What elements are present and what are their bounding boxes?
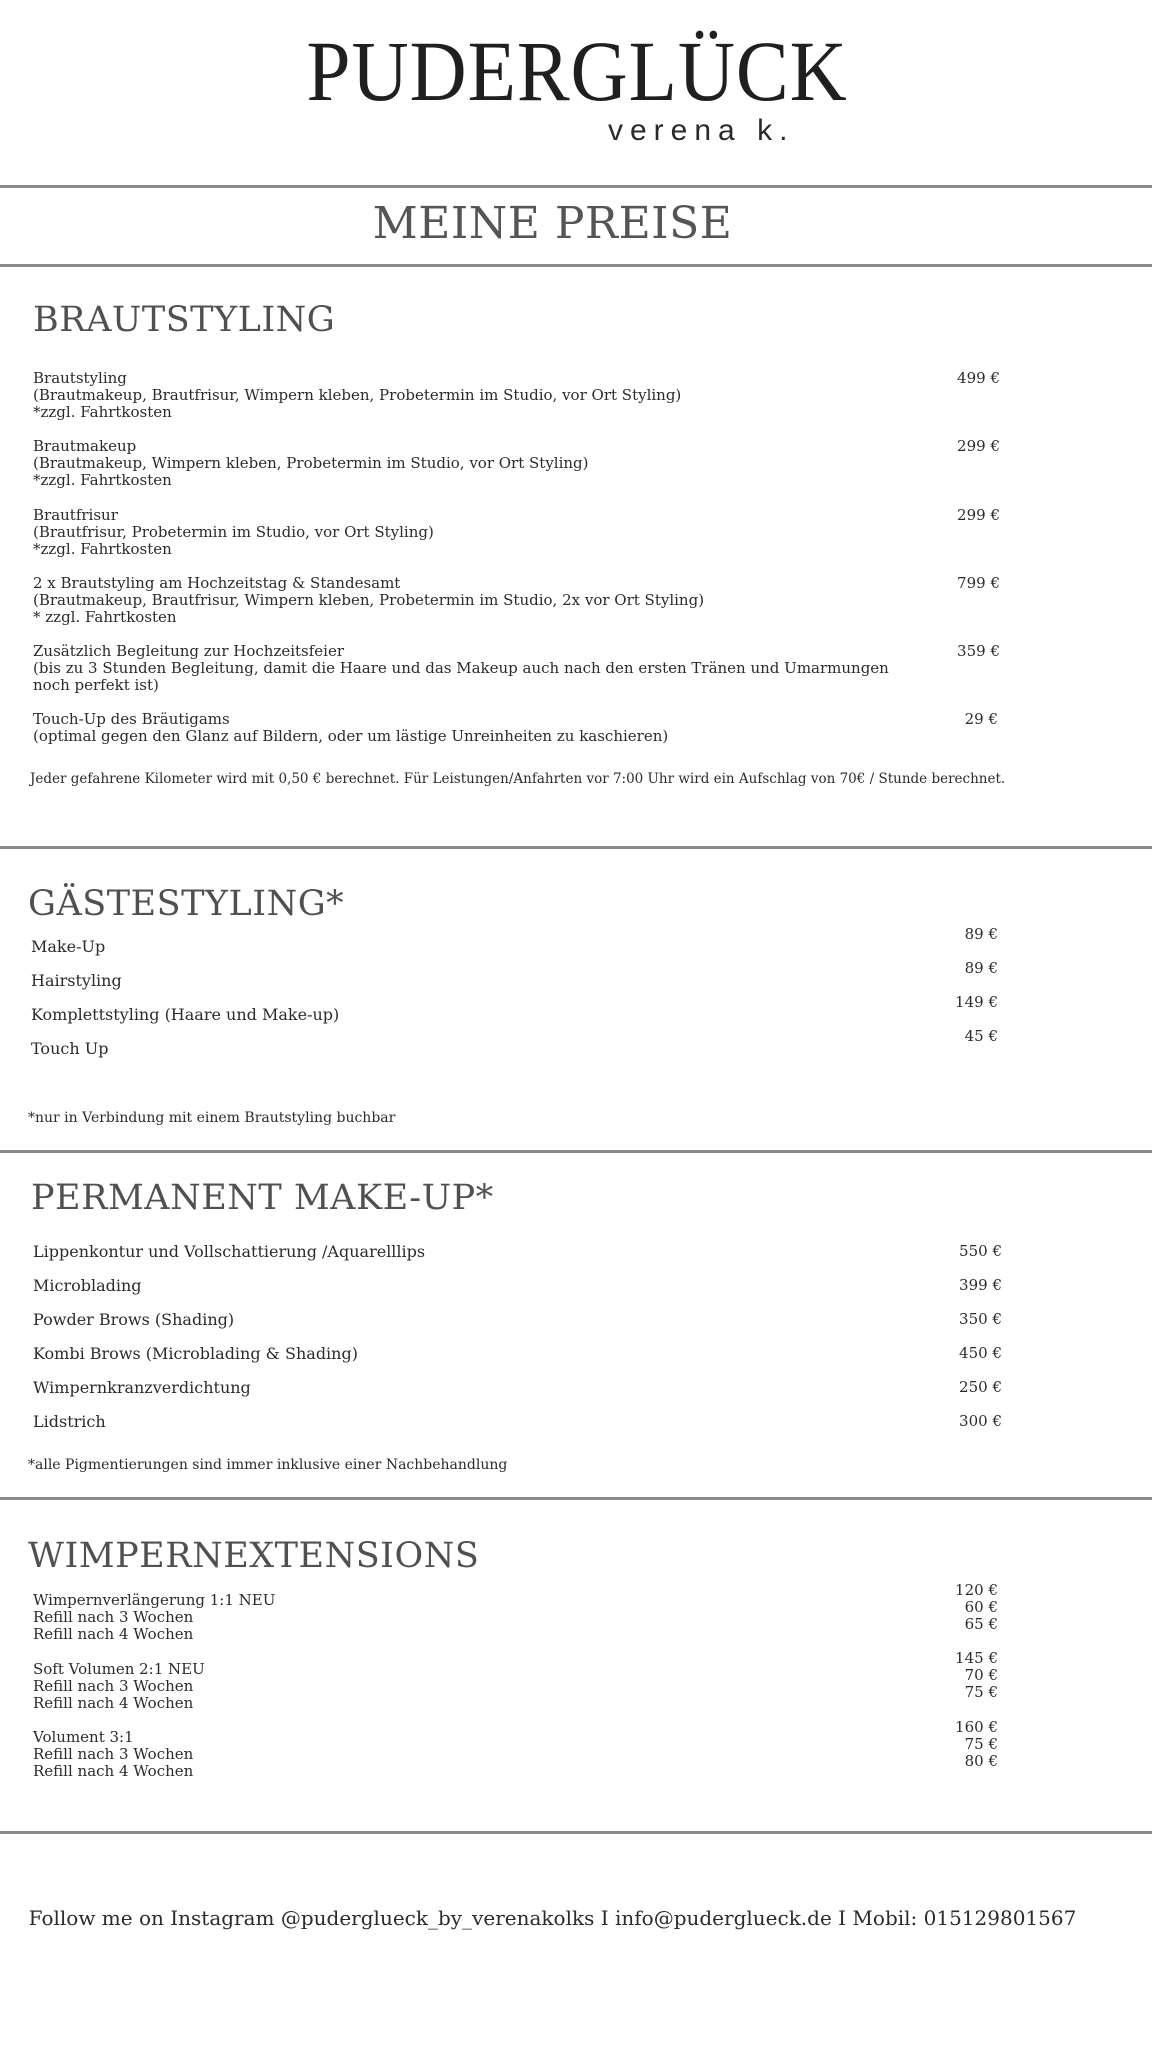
item-price: 250 €	[959, 1378, 1002, 1396]
divider	[0, 264, 1152, 267]
item-description: (Brautmakeup, Brautfrisur, Wimpern kleben, Probetermin im Studio, 2x vor Ort Styling)	[33, 591, 705, 609]
section-title-brautstyling: BRAUTSTYLING	[33, 300, 336, 340]
item-label: Kombi Brows (Microblading & Shading)	[33, 1344, 358, 1363]
item-price: 29 €	[964, 710, 998, 728]
divider	[0, 185, 1152, 188]
item-label: Komplettstyling (Haare und Make-up)	[31, 1005, 340, 1024]
divider	[0, 1831, 1152, 1834]
item-price: 359 €	[957, 642, 1000, 660]
item-title: Soft Volumen 2:1 NEU	[33, 1660, 205, 1678]
divider	[0, 846, 1152, 849]
section-title-wimpernextensions: WIMPERNEXTENSIONS	[28, 1536, 480, 1576]
item-label: Powder Brows (Shading)	[33, 1310, 235, 1329]
item-title: 2 x Brautstyling am Hochzeitstag & Standesamt	[33, 574, 401, 592]
travel-cost-note: Jeder gefahrene Kilometer wird mit 0,50 € berechnet. Für Leistungen/Anfahrten vor 7:00 Uhr wird ein Aufschlag von 70€ / Stunde berechnet.	[30, 771, 1006, 787]
item-description: (Brautmakeup, Wimpern kleben, Probetermin im Studio, vor Ort Styling)	[33, 454, 589, 472]
item-price: 300 €	[959, 1412, 1002, 1430]
pmu-note: *alle Pigmentierungen sind immer inklusive einer Nachbehandlung	[28, 1457, 508, 1473]
divider	[0, 1150, 1152, 1153]
page-title: MEINE PREISE	[372, 198, 733, 249]
brand-subtitle: verena k.	[608, 114, 795, 147]
item-price: 70 €	[964, 1666, 998, 1684]
item-price: 499 €	[957, 369, 1000, 387]
item-description: (optimal gegen den Glanz auf Bildern, oder um lästige Unreinheiten zu kaschieren)	[33, 727, 669, 745]
item-note: *zzgl. Fahrtkosten	[33, 540, 172, 558]
brand-name: PUDERGLÜCK	[306, 23, 849, 119]
item-price: 65 €	[964, 1615, 998, 1633]
item-note: noch perfekt ist)	[33, 676, 159, 694]
item-title: Wimpernverlängerung 1:1 NEU	[33, 1591, 276, 1609]
item-description: (bis zu 3 Stunden Begleitung, damit die Haare und das Makeup auch nach den ersten Tränen und Umarmungen	[33, 659, 889, 677]
item-price: 799 €	[957, 574, 1000, 592]
item-price: 75 €	[964, 1735, 998, 1753]
item-note: *zzgl. Fahrtkosten	[33, 471, 172, 489]
item-price: 145 €	[955, 1649, 998, 1667]
item-price: 399 €	[959, 1276, 1002, 1294]
divider	[0, 1497, 1152, 1500]
item-description: (Brautfrisur, Probetermin im Studio, vor Ort Styling)	[33, 523, 434, 541]
item-price: 299 €	[957, 506, 1000, 524]
item-price: 299 €	[957, 437, 1000, 455]
item-title: Touch-Up des Bräutigams	[33, 710, 230, 728]
item-label: Hairstyling	[31, 971, 122, 990]
item-price: 550 €	[959, 1242, 1002, 1260]
item-price: 120 €	[955, 1581, 998, 1599]
item-price: 89 €	[964, 959, 998, 977]
logo	[0, 23, 1155, 119]
item-label: Touch Up	[31, 1039, 109, 1058]
item-label: Wimpernkranzverdichtung	[33, 1378, 251, 1397]
item-note: *zzgl. Fahrtkosten	[33, 403, 172, 421]
item-title: Brautfrisur	[33, 506, 118, 524]
item-price: 75 €	[964, 1683, 998, 1701]
item-title: Volument 3:1	[33, 1728, 134, 1746]
item-refill: Refill nach 3 Wochen	[33, 1677, 194, 1695]
item-price: 350 €	[959, 1310, 1002, 1328]
item-title: Brautstyling	[33, 369, 127, 387]
item-price: 80 €	[964, 1752, 998, 1770]
item-label: Lidstrich	[33, 1412, 106, 1431]
item-title: Zusätzlich Begleitung zur Hochzeitsfeier	[33, 642, 345, 660]
item-label: Microblading	[33, 1276, 142, 1295]
item-price: 60 €	[964, 1598, 998, 1616]
item-price: 45 €	[964, 1027, 998, 1045]
item-price: 450 €	[959, 1344, 1002, 1362]
item-title: Brautmakeup	[33, 437, 137, 455]
guest-note: *nur in Verbindung mit einem Brautstyling buchbar	[28, 1110, 396, 1126]
item-note: * zzgl. Fahrtkosten	[33, 608, 177, 626]
item-refill: Refill nach 3 Wochen	[33, 1608, 194, 1626]
item-refill: Refill nach 4 Wochen	[33, 1625, 194, 1643]
item-refill: Refill nach 4 Wochen	[33, 1694, 194, 1712]
item-price: 160 €	[955, 1718, 998, 1736]
section-title-permanent-makeup: PERMANENT MAKE-UP*	[31, 1178, 494, 1218]
section-title-gaestestyling: GÄSTESTYLING*	[28, 884, 345, 924]
item-label: Lippenkontur und Vollschattierung /Aquarelllips	[33, 1242, 426, 1261]
item-refill: Refill nach 3 Wochen	[33, 1745, 194, 1763]
footer-contact: Follow me on Instagram @puderglueck_by_verenakolks I info@puderglueck.de I Mobil: 015129801567	[28, 1906, 1077, 1930]
item-description: (Brautmakeup, Brautfrisur, Wimpern kleben, Probetermin im Studio, vor Ort Styling)	[33, 386, 682, 404]
item-price: 149 €	[955, 993, 998, 1011]
item-price: 89 €	[964, 925, 998, 943]
item-refill: Refill nach 4 Wochen	[33, 1762, 194, 1780]
item-label: Make-Up	[31, 937, 106, 956]
